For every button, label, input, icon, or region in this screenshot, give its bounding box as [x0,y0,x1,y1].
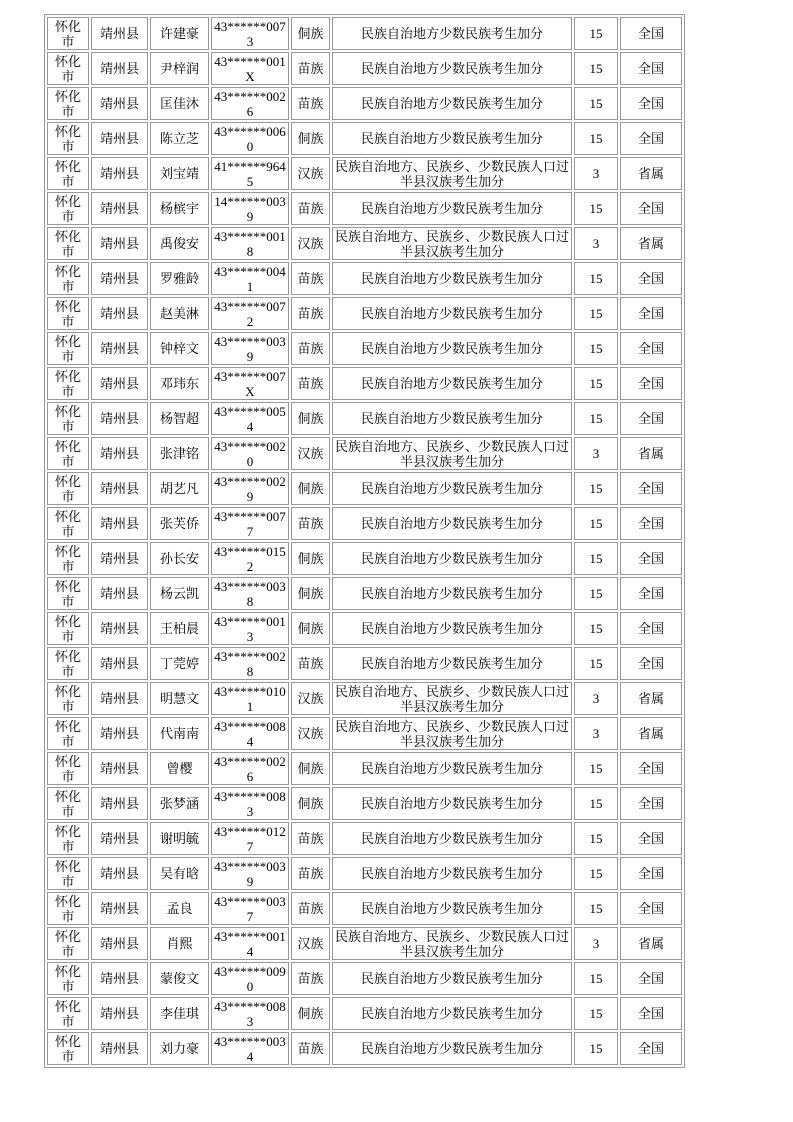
cell-points: 15 [574,17,618,50]
cell-name: 禹俊安 [150,227,209,260]
cell-policy: 民族自治地方、民族乡、少数民族人口过半县汉族考生加分 [332,157,572,190]
cell-scope: 全国 [620,52,682,85]
cell-id-number: 43******0029 [211,472,289,505]
cell-policy: 民族自治地方少数民族考生加分 [332,612,572,645]
cell-city: 怀化市 [47,472,89,505]
cell-ethnicity: 汉族 [291,927,330,960]
cell-county: 靖州县 [91,682,148,715]
cell-points: 15 [574,192,618,225]
cell-policy: 民族自治地方少数民族考生加分 [332,297,572,330]
table-row [47,122,682,155]
table-row [47,192,682,225]
cell-id-number: 43******0034 [211,1032,289,1065]
cell-points: 15 [574,892,618,925]
cell-name: 王柏晨 [150,612,209,645]
cell-points: 15 [574,997,618,1030]
cell-points: 15 [574,262,618,295]
table-row [47,752,682,785]
cell-city: 怀化市 [47,332,89,365]
cell-county: 靖州县 [91,332,148,365]
table-row [47,297,682,330]
cell-county: 靖州县 [91,192,148,225]
cell-scope: 全国 [620,297,682,330]
cell-points: 15 [574,332,618,365]
cell-points: 15 [574,472,618,505]
cell-ethnicity: 侗族 [291,752,330,785]
cell-id-number: 43******0037 [211,892,289,925]
cell-ethnicity: 苗族 [291,367,330,400]
cell-policy: 民族自治地方少数民族考生加分 [332,332,572,365]
cell-name: 匡佳沐 [150,87,209,120]
cell-ethnicity: 苗族 [291,297,330,330]
cell-city: 怀化市 [47,997,89,1030]
cell-id-number: 43******0054 [211,402,289,435]
cell-id-number: 43******0026 [211,752,289,785]
cell-policy: 民族自治地方少数民族考生加分 [332,857,572,890]
table-row [47,927,682,960]
cell-city: 怀化市 [47,17,89,50]
cell-name: 杨云凯 [150,577,209,610]
cell-county: 靖州县 [91,892,148,925]
cell-city: 怀化市 [47,752,89,785]
cell-id-number: 43******0013 [211,612,289,645]
cell-id-number: 43******0028 [211,647,289,680]
cell-points: 3 [574,682,618,715]
cell-scope: 全国 [620,647,682,680]
cell-ethnicity: 苗族 [291,262,330,295]
cell-id-number: 41******9645 [211,157,289,190]
cell-policy: 民族自治地方少数民族考生加分 [332,542,572,575]
table-row [47,472,682,505]
cell-name: 杨槟宇 [150,192,209,225]
cell-county: 靖州县 [91,262,148,295]
table-row [47,507,682,540]
cell-id-number: 43******0077 [211,507,289,540]
table-row [47,682,682,715]
cell-id-number: 43******0039 [211,332,289,365]
table-row [47,87,682,120]
cell-county: 靖州县 [91,157,148,190]
cell-city: 怀化市 [47,87,89,120]
cell-ethnicity: 苗族 [291,507,330,540]
cell-name: 钟梓文 [150,332,209,365]
cell-county: 靖州县 [91,122,148,155]
cell-points: 15 [574,787,618,820]
cell-county: 靖州县 [91,822,148,855]
table-row [47,822,682,855]
cell-points: 3 [574,927,618,960]
cell-policy: 民族自治地方少数民族考生加分 [332,87,572,120]
table-row [47,647,682,680]
cell-county: 靖州县 [91,962,148,995]
cell-id-number: 43******0101 [211,682,289,715]
cell-county: 靖州县 [91,717,148,750]
cell-city: 怀化市 [47,962,89,995]
cell-ethnicity: 苗族 [291,192,330,225]
cell-id-number: 43******0072 [211,297,289,330]
cell-id-number: 43******0038 [211,577,289,610]
cell-ethnicity: 苗族 [291,647,330,680]
cell-points: 15 [574,577,618,610]
cell-policy: 民族自治地方少数民族考生加分 [332,367,572,400]
cell-city: 怀化市 [47,367,89,400]
cell-county: 靖州县 [91,472,148,505]
cell-id-number: 43******0018 [211,227,289,260]
cell-points: 15 [574,1032,618,1065]
cell-name: 邓玮东 [150,367,209,400]
cell-points: 3 [574,157,618,190]
cell-city: 怀化市 [47,927,89,960]
cell-ethnicity: 侗族 [291,122,330,155]
cell-name: 李佳琪 [150,997,209,1030]
table-row [47,787,682,820]
cell-id-number: 43******007X [211,367,289,400]
cell-scope: 全国 [620,17,682,50]
cell-city: 怀化市 [47,542,89,575]
cell-city: 怀化市 [47,227,89,260]
cell-county: 靖州县 [91,752,148,785]
cell-county: 靖州县 [91,17,148,50]
cell-ethnicity: 苗族 [291,822,330,855]
cell-policy: 民族自治地方、民族乡、少数民族人口过半县汉族考生加分 [332,227,572,260]
cell-city: 怀化市 [47,577,89,610]
table-row [47,402,682,435]
cell-ethnicity: 侗族 [291,17,330,50]
cell-policy: 民族自治地方少数民族考生加分 [332,472,572,505]
cell-name: 曾樱 [150,752,209,785]
cell-city: 怀化市 [47,157,89,190]
cell-scope: 全国 [620,612,682,645]
cell-name: 刘力豪 [150,1032,209,1065]
cell-scope: 全国 [620,402,682,435]
cell-scope: 全国 [620,87,682,120]
cell-name: 许建豪 [150,17,209,50]
table-row [47,227,682,260]
table-row [47,332,682,365]
cell-scope: 全国 [620,892,682,925]
cell-points: 15 [574,402,618,435]
cell-name: 尹梓润 [150,52,209,85]
cell-city: 怀化市 [47,822,89,855]
cell-name: 代南南 [150,717,209,750]
cell-ethnicity: 苗族 [291,332,330,365]
cell-scope: 全国 [620,752,682,785]
cell-id-number: 43******0039 [211,857,289,890]
cell-name: 吴有晗 [150,857,209,890]
cell-policy: 民族自治地方少数民族考生加分 [332,192,572,225]
cell-name: 丁莞婷 [150,647,209,680]
cell-county: 靖州县 [91,52,148,85]
cell-id-number: 43******0026 [211,87,289,120]
cell-county: 靖州县 [91,1032,148,1065]
cell-points: 15 [574,87,618,120]
cell-points: 3 [574,437,618,470]
cell-points: 15 [574,122,618,155]
cell-id-number: 43******0073 [211,17,289,50]
cell-scope: 全国 [620,507,682,540]
cell-city: 怀化市 [47,262,89,295]
cell-name: 张津铭 [150,437,209,470]
cell-city: 怀化市 [47,787,89,820]
cell-city: 怀化市 [47,52,89,85]
cell-county: 靖州县 [91,402,148,435]
cell-ethnicity: 汉族 [291,437,330,470]
bonus-points-table [44,14,685,1068]
table-row [47,857,682,890]
cell-policy: 民族自治地方、民族乡、少数民族人口过半县汉族考生加分 [332,927,572,960]
cell-points: 15 [574,857,618,890]
table-row [47,962,682,995]
cell-name: 明慧文 [150,682,209,715]
cell-county: 靖州县 [91,997,148,1030]
cell-policy: 民族自治地方少数民族考生加分 [332,962,572,995]
cell-county: 靖州县 [91,297,148,330]
cell-id-number: 14******0039 [211,192,289,225]
cell-city: 怀化市 [47,857,89,890]
cell-name: 蒙俊文 [150,962,209,995]
cell-points: 15 [574,297,618,330]
table-row [47,892,682,925]
cell-points: 15 [574,647,618,680]
cell-scope: 全国 [620,472,682,505]
cell-city: 怀化市 [47,507,89,540]
cell-ethnicity: 苗族 [291,87,330,120]
cell-points: 15 [574,962,618,995]
cell-id-number: 43******0083 [211,997,289,1030]
cell-city: 怀化市 [47,297,89,330]
cell-city: 怀化市 [47,192,89,225]
table-body [47,17,682,1065]
table-row [47,577,682,610]
cell-name: 孟良 [150,892,209,925]
cell-city: 怀化市 [47,437,89,470]
cell-policy: 民族自治地方少数民族考生加分 [332,122,572,155]
cell-scope: 省属 [620,717,682,750]
cell-scope: 全国 [620,192,682,225]
cell-ethnicity: 汉族 [291,227,330,260]
table-row [47,52,682,85]
cell-id-number: 43******0060 [211,122,289,155]
cell-scope: 省属 [620,157,682,190]
cell-scope: 全国 [620,262,682,295]
cell-name: 胡艺凡 [150,472,209,505]
cell-policy: 民族自治地方少数民族考生加分 [332,507,572,540]
cell-policy: 民族自治地方少数民族考生加分 [332,1032,572,1065]
table-row [47,717,682,750]
cell-county: 靖州县 [91,647,148,680]
cell-city: 怀化市 [47,647,89,680]
cell-city: 怀化市 [47,717,89,750]
cell-city: 怀化市 [47,122,89,155]
cell-policy: 民族自治地方少数民族考生加分 [332,787,572,820]
table-row [47,1032,682,1065]
cell-id-number: 43******0084 [211,717,289,750]
cell-points: 15 [574,822,618,855]
cell-name: 孙长安 [150,542,209,575]
cell-county: 靖州县 [91,612,148,645]
cell-policy: 民族自治地方少数民族考生加分 [332,822,572,855]
table-row [47,262,682,295]
cell-policy: 民族自治地方、民族乡、少数民族人口过半县汉族考生加分 [332,437,572,470]
cell-scope: 省属 [620,927,682,960]
cell-county: 靖州县 [91,437,148,470]
cell-county: 靖州县 [91,927,148,960]
cell-points: 15 [574,542,618,575]
cell-points: 15 [574,367,618,400]
cell-policy: 民族自治地方少数民族考生加分 [332,402,572,435]
cell-points: 3 [574,227,618,260]
cell-county: 靖州县 [91,787,148,820]
table-row [47,437,682,470]
cell-ethnicity: 侗族 [291,612,330,645]
cell-ethnicity: 汉族 [291,157,330,190]
table-row [47,157,682,190]
cell-county: 靖州县 [91,542,148,575]
cell-name: 杨智超 [150,402,209,435]
cell-ethnicity: 侗族 [291,472,330,505]
cell-name: 罗雅龄 [150,262,209,295]
cell-scope: 全国 [620,367,682,400]
cell-ethnicity: 苗族 [291,1032,330,1065]
cell-scope: 全国 [620,332,682,365]
cell-county: 靖州县 [91,367,148,400]
cell-ethnicity: 侗族 [291,997,330,1030]
cell-id-number: 43******0020 [211,437,289,470]
cell-scope: 省属 [620,227,682,260]
cell-city: 怀化市 [47,612,89,645]
cell-name: 肖熙 [150,927,209,960]
cell-county: 靖州县 [91,857,148,890]
cell-policy: 民族自治地方少数民族考生加分 [332,262,572,295]
cell-name: 谢明毓 [150,822,209,855]
cell-ethnicity: 侗族 [291,787,330,820]
table-row [47,367,682,400]
cell-policy: 民族自治地方、民族乡、少数民族人口过半县汉族考生加分 [332,682,572,715]
cell-policy: 民族自治地方少数民族考生加分 [332,892,572,925]
cell-scope: 全国 [620,577,682,610]
table-row [47,17,682,50]
cell-ethnicity: 苗族 [291,857,330,890]
table-row [47,997,682,1030]
cell-scope: 全国 [620,822,682,855]
cell-scope: 全国 [620,122,682,155]
cell-ethnicity: 汉族 [291,682,330,715]
cell-city: 怀化市 [47,402,89,435]
cell-county: 靖州县 [91,87,148,120]
cell-scope: 省属 [620,682,682,715]
table-row [47,612,682,645]
table-row [47,542,682,575]
cell-id-number: 43******0152 [211,542,289,575]
cell-scope: 全国 [620,1032,682,1065]
cell-city: 怀化市 [47,1032,89,1065]
cell-policy: 民族自治地方少数民族考生加分 [332,752,572,785]
cell-policy: 民族自治地方少数民族考生加分 [332,647,572,680]
cell-policy: 民族自治地方少数民族考生加分 [332,577,572,610]
cell-ethnicity: 侗族 [291,402,330,435]
cell-scope: 全国 [620,997,682,1030]
cell-points: 3 [574,717,618,750]
cell-ethnicity: 苗族 [291,892,330,925]
cell-scope: 全国 [620,787,682,820]
cell-points: 15 [574,752,618,785]
cell-city: 怀化市 [47,892,89,925]
cell-scope: 省属 [620,437,682,470]
cell-ethnicity: 汉族 [291,717,330,750]
cell-id-number: 43******0083 [211,787,289,820]
cell-policy: 民族自治地方少数民族考生加分 [332,17,572,50]
cell-id-number: 43******0014 [211,927,289,960]
cell-county: 靖州县 [91,507,148,540]
cell-points: 15 [574,52,618,85]
cell-county: 靖州县 [91,577,148,610]
cell-ethnicity: 苗族 [291,962,330,995]
cell-ethnicity: 侗族 [291,542,330,575]
cell-county: 靖州县 [91,227,148,260]
cell-ethnicity: 侗族 [291,577,330,610]
cell-points: 15 [574,612,618,645]
cell-id-number: 43******0090 [211,962,289,995]
cell-name: 陈立芝 [150,122,209,155]
cell-name: 赵美淋 [150,297,209,330]
cell-policy: 民族自治地方少数民族考生加分 [332,52,572,85]
cell-scope: 全国 [620,857,682,890]
cell-name: 刘宝靖 [150,157,209,190]
cell-id-number: 43******001X [211,52,289,85]
cell-scope: 全国 [620,542,682,575]
cell-name: 张芙侨 [150,507,209,540]
cell-city: 怀化市 [47,682,89,715]
cell-policy: 民族自治地方、民族乡、少数民族人口过半县汉族考生加分 [332,717,572,750]
cell-points: 15 [574,507,618,540]
cell-scope: 全国 [620,962,682,995]
cell-id-number: 43******0127 [211,822,289,855]
cell-id-number: 43******0041 [211,262,289,295]
cell-name: 张梦涵 [150,787,209,820]
cell-ethnicity: 苗族 [291,52,330,85]
cell-policy: 民族自治地方少数民族考生加分 [332,997,572,1030]
